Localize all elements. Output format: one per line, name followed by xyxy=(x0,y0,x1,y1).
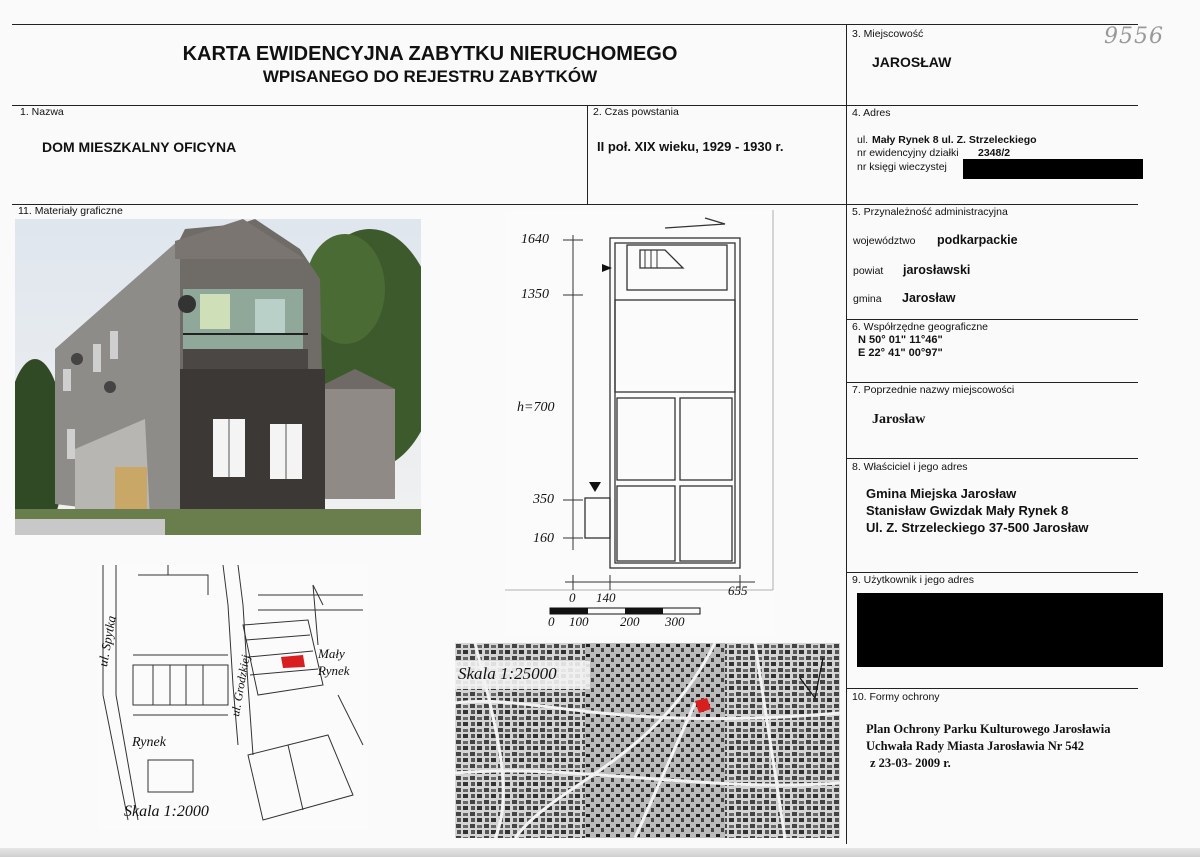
county-label: powiat xyxy=(853,265,884,277)
previous-names-label: 7. Poprzednie nazwy miejscowości xyxy=(852,384,1015,396)
place-maly-rynek-label: Mały Rynek xyxy=(318,646,350,678)
protection-line-1: Plan Ochrony Parku Kulturowego Jarosławia xyxy=(866,722,1111,736)
scale-tick-300: 300 xyxy=(665,614,685,629)
scale-tick-100: 100 xyxy=(569,614,589,629)
locality-value: JAROSŁAW xyxy=(872,54,952,70)
form-title xyxy=(160,43,700,87)
city-map-scale: Skala 1:25000 xyxy=(458,664,557,683)
plan-dim-h700: h=700 xyxy=(517,400,555,415)
site-plan-scale: Skala 1:2000 xyxy=(124,803,209,820)
commune-label: gmina xyxy=(853,293,882,305)
plan-dim-1640: 1640 xyxy=(521,232,549,247)
scale-tick-200: 200 xyxy=(620,614,640,629)
locality-label: 3. Miejscowość xyxy=(852,28,924,40)
time-value: II poł. XIX wieku, 1929 - 1930 r. xyxy=(597,139,784,154)
plan-tick-655: 655 xyxy=(728,583,748,598)
land-register-redaction xyxy=(963,159,1143,179)
scan-edge xyxy=(0,848,1200,857)
scale-tick-0: 0 xyxy=(548,614,555,629)
name-value: DOM MIESZKALNY OFICYNA xyxy=(42,139,237,155)
county-value: jarosławski xyxy=(903,263,971,277)
floor-plan-drawing xyxy=(505,210,775,635)
street-grodzkiej-label: ul. Grodzkiej xyxy=(228,653,253,718)
plan-tick-0: 0 xyxy=(569,590,576,605)
name-label: 1. Nazwa xyxy=(20,106,64,118)
plot-value: 2348/2 xyxy=(978,147,1011,159)
building-photo xyxy=(15,219,421,535)
protection-line-2: Uchwała Rady Miasta Jarosławia Nr 542 xyxy=(866,739,1084,753)
user-redaction xyxy=(857,593,1163,667)
owner-line-3: Ul. Z. Strzeleckiego 37-500 Jarosław xyxy=(866,520,1089,535)
street-spytka-label: ul. Spytka xyxy=(95,614,119,668)
address-street-prefix: ul. xyxy=(857,134,869,146)
plan-dim-160: 160 xyxy=(533,531,554,546)
record-number: 9556 xyxy=(1104,24,1164,49)
address-street: Mały Rynek 8 ul. Z. Strzeleckiego xyxy=(872,134,1037,146)
protection-line-3: z 23-03- 2009 r. xyxy=(870,756,951,770)
protection-label: 10. Formy ochrony xyxy=(852,691,940,703)
plan-dim-350: 350 xyxy=(533,492,554,507)
plan-tick-140: 140 xyxy=(596,590,616,605)
commune-value: Jarosław xyxy=(902,291,956,305)
title-line-1: KARTA EWIDENCYJNA ZABYTKU NIERUCHOMEGO xyxy=(182,43,678,65)
time-label: 2. Czas powstania xyxy=(593,106,679,118)
coords-north: N 50° 01" 11°46" xyxy=(858,334,943,346)
previous-names-value: Jarosław xyxy=(872,412,926,427)
plot-label: nr ewidencyjny działki xyxy=(857,147,959,159)
voivodeship-label: województwo xyxy=(853,235,916,247)
user-label: 9. Użytkownik i jego adres xyxy=(852,574,974,586)
admin-label: 5. Przynależność administracyjna xyxy=(852,206,1008,218)
coords-label: 6. Współrzędne geograficzne xyxy=(852,321,988,333)
owner-line-2: Stanisław Gwizdak Mały Rynek 8 xyxy=(866,503,1069,518)
title-line-2: WPISANEGO DO REJESTRU ZABYTKÓW xyxy=(262,67,598,86)
place-rynek-label: Rynek xyxy=(132,735,166,750)
owner-label: 8. Właściciel i jego adres xyxy=(852,461,968,473)
coords-east: E 22° 41" 00°97" xyxy=(858,347,943,359)
graphics-label: 11. Materiały graficzne xyxy=(18,205,123,217)
land-register-label: nr księgi wieczystej xyxy=(857,161,947,173)
voivodeship-value: podkarpackie xyxy=(937,233,1018,247)
address-label: 4. Adres xyxy=(852,107,891,119)
plan-dim-1350: 1350 xyxy=(521,287,549,302)
owner-line-1: Gmina Miejska Jarosław xyxy=(866,486,1017,501)
